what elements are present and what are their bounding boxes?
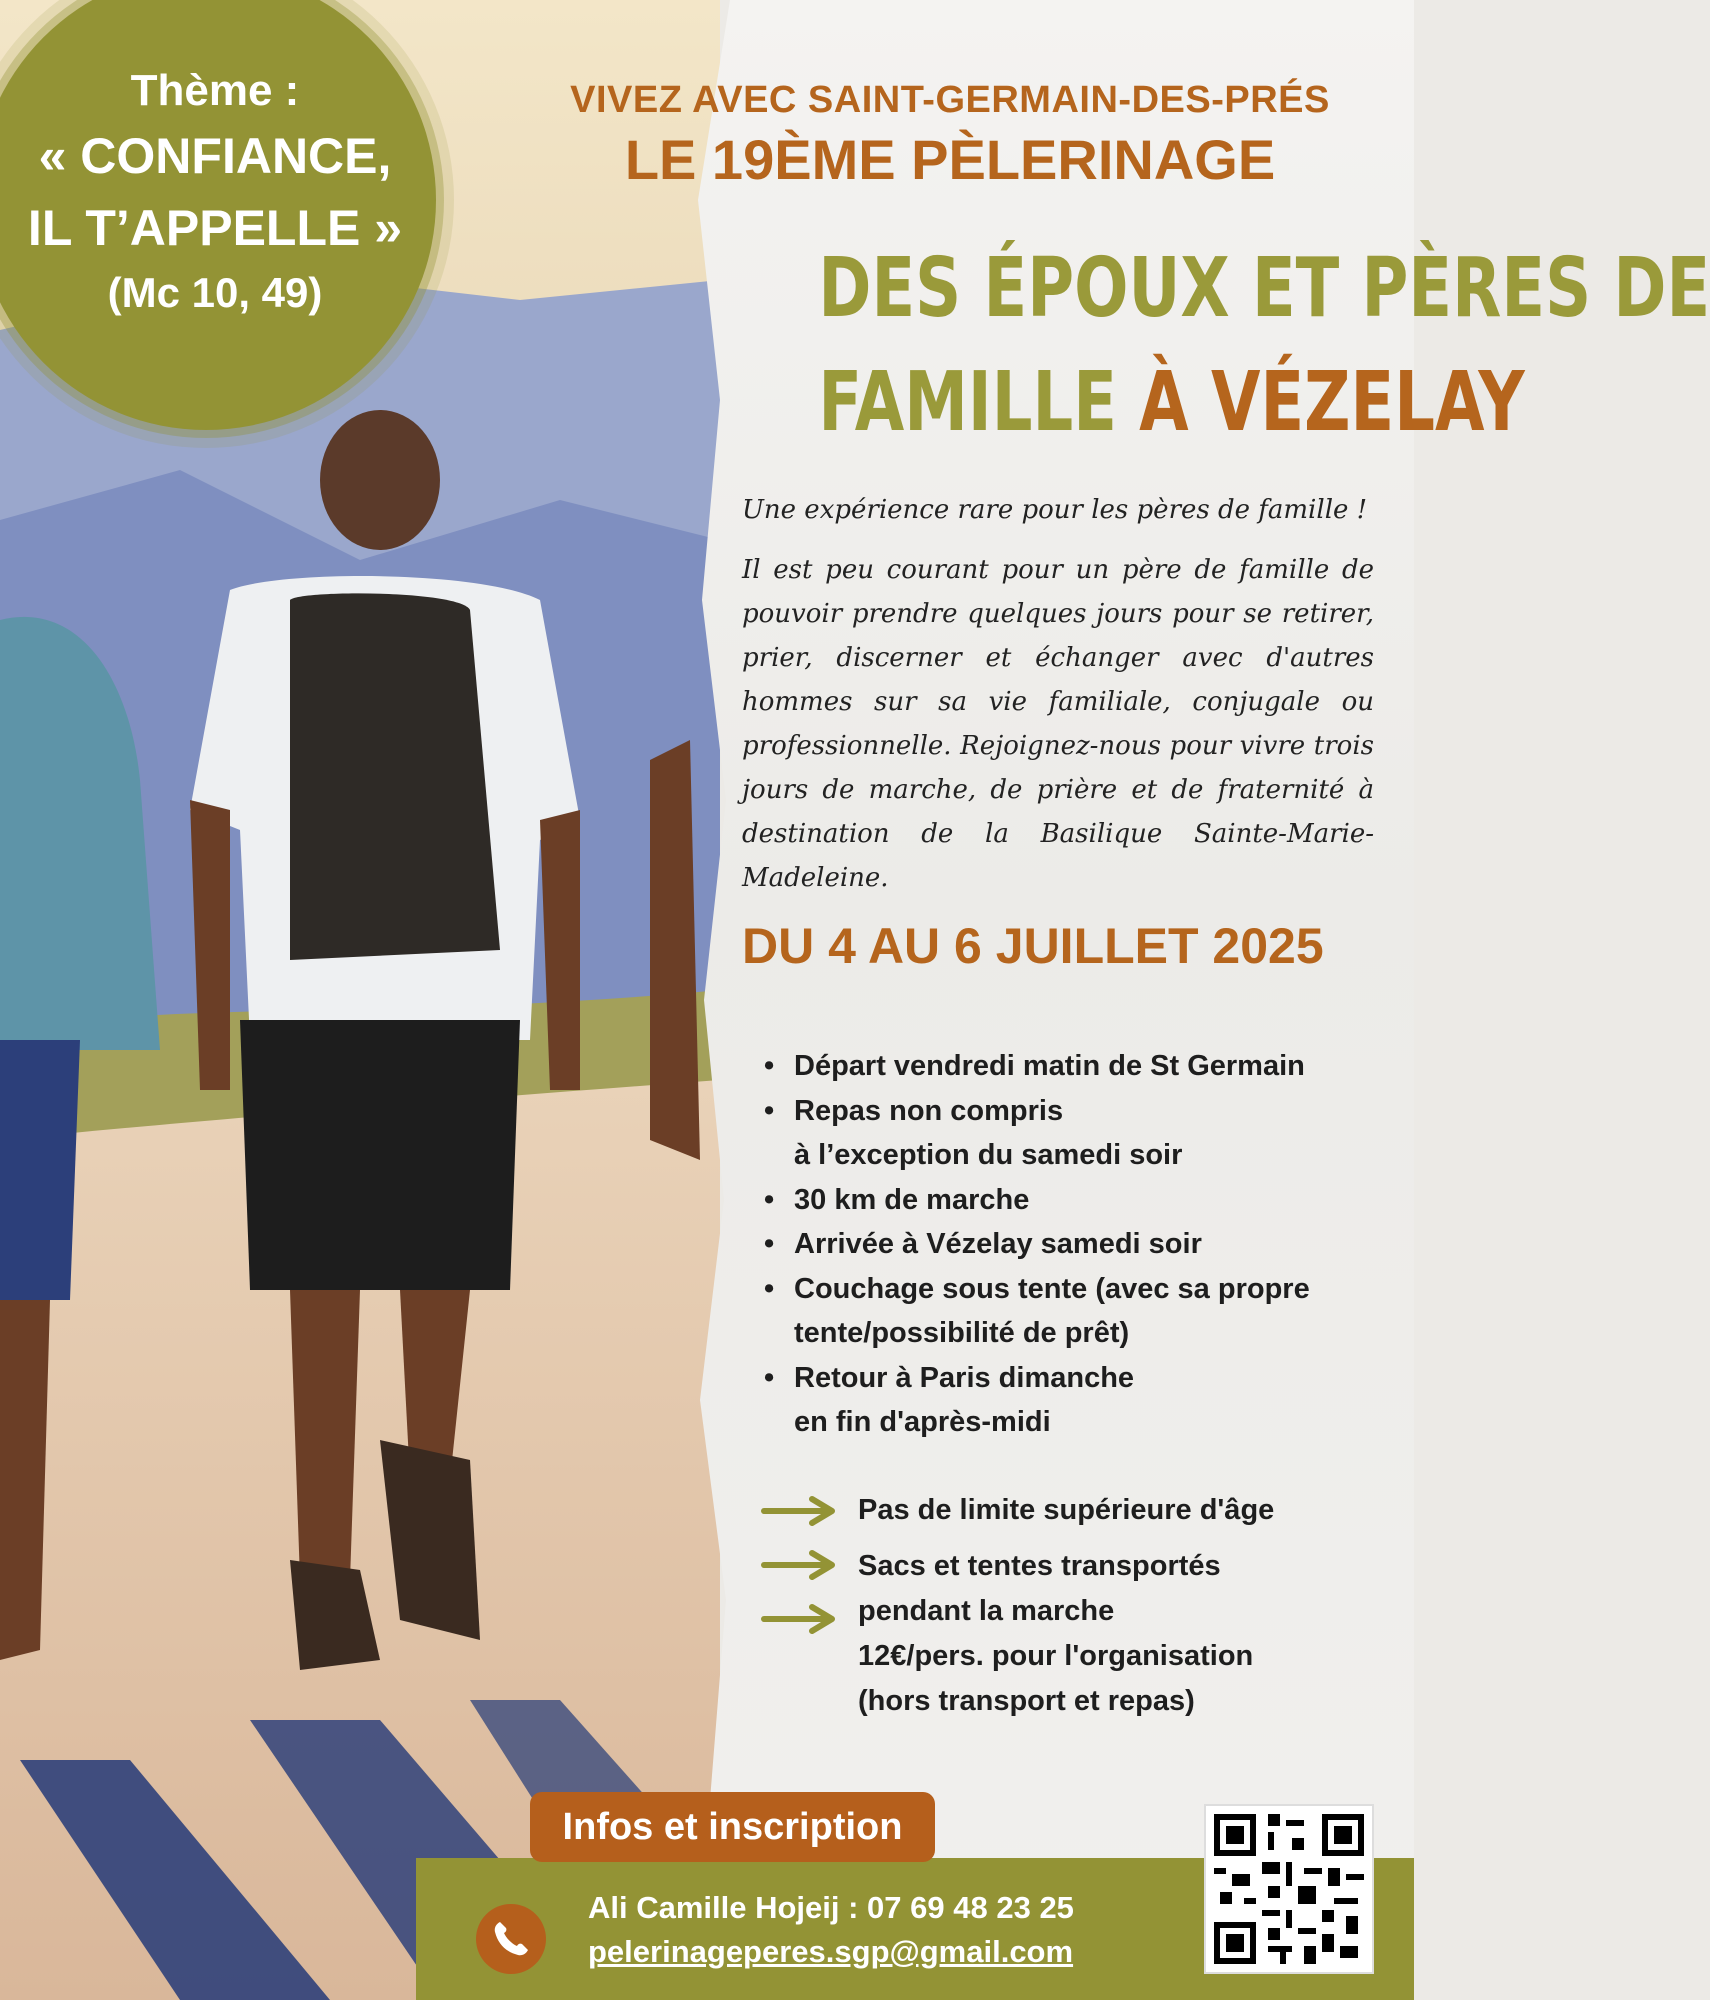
event-dates: DU 4 AU 6 JUILLET 2025 [742,918,1324,974]
contact-phone[interactable]: Ali Camille Hojeij : 07 69 48 23 25 [588,1890,1074,1925]
header-edition: LE 19ÈME PÈLERINAGE [624,128,1276,191]
bullet-icon: • [764,1361,775,1394]
header-top [500,76,1400,196]
list-item: • Retour à Paris dimanche [764,1356,1404,1401]
theme-reference: (Mc 10, 49) [107,269,323,316]
theme-block [0,62,430,320]
list-item: • Départ vendredi matin de St Germain [764,1044,1404,1089]
info-registration-button[interactable]: Infos et inscription [530,1792,935,1862]
page-title [818,232,1710,460]
phone-icon [476,1904,546,1974]
arrow-item-continued: (hors transport et repas) [858,1685,1195,1717]
title-vezelay: À VÉZELAY [1139,355,1525,450]
list-item-continued: en fin d'après-midi [794,1406,1051,1438]
list-item: • Arrivée à Vézelay samedi soir [764,1222,1404,1267]
theme-quote-line1: « CONFIANCE, [38,128,392,184]
list-item: • Couchage sous tente (avec sa propre [764,1267,1404,1312]
arrow-item: 12€/pers. pour l'organisation [858,1640,1254,1672]
list-item-continued: tente/possibilité de prêt) [794,1317,1130,1349]
arrow-right-icon [762,1550,838,1580]
qr-code-icon[interactable] [1204,1804,1374,1974]
arrow-right-icon [762,1604,838,1634]
bullet-icon: • [764,1094,775,1127]
header-subtitle: VIVEZ AVEC SAINT-GERMAIN-DES-PRÉS [570,79,1330,121]
title-line1: DES ÉPOUX ET PÈRES DE [818,241,1710,336]
arrow-item: Sacs et tentes transportés [858,1550,1221,1582]
arrow-item: Pas de limite supérieure d'âge [858,1494,1275,1526]
bullet-icon: • [764,1228,775,1260]
title-line2 [818,346,1525,460]
bullet-icon: • [764,1272,775,1305]
intro-lead: Une expérience rare pour les pères de famille ! [742,495,1368,525]
list-item-continued: à l’exception du samedi soir [794,1139,1183,1171]
contact-email-link[interactable]: pelerinageperes.sgp@gmail.com [588,1934,1074,1969]
bullet-icon: • [764,1050,775,1082]
arrow-right-icon [762,1496,838,1526]
info-list [764,1044,1404,1445]
intro-block [742,490,1374,900]
contact-block [588,1886,1074,1974]
list-item: • 30 km de marche [764,1178,1404,1223]
title-famille: FAMILLE [818,355,1117,450]
list-item: • Repas non compris [764,1089,1404,1134]
intro-body: Il est peu courant pour un père de famille de pouvoir prendre quelques jours pour se retirer, prier, discerner et échanger avec d'autres hommes sur sa vie familiale, conjugale ou professionnelle. Rejoignez-nous pour vivre trois jours de marche, de prière et de fraternité à destination de la Basilique Sainte-Marie-Madeleine. [742,555,1374,893]
bullet-icon: • [764,1183,775,1216]
theme-quote-line2: IL T’APPELLE » [27,200,403,256]
arrow-item-continued: pendant la marche [858,1595,1115,1627]
theme-label: Thème : [130,66,300,115]
